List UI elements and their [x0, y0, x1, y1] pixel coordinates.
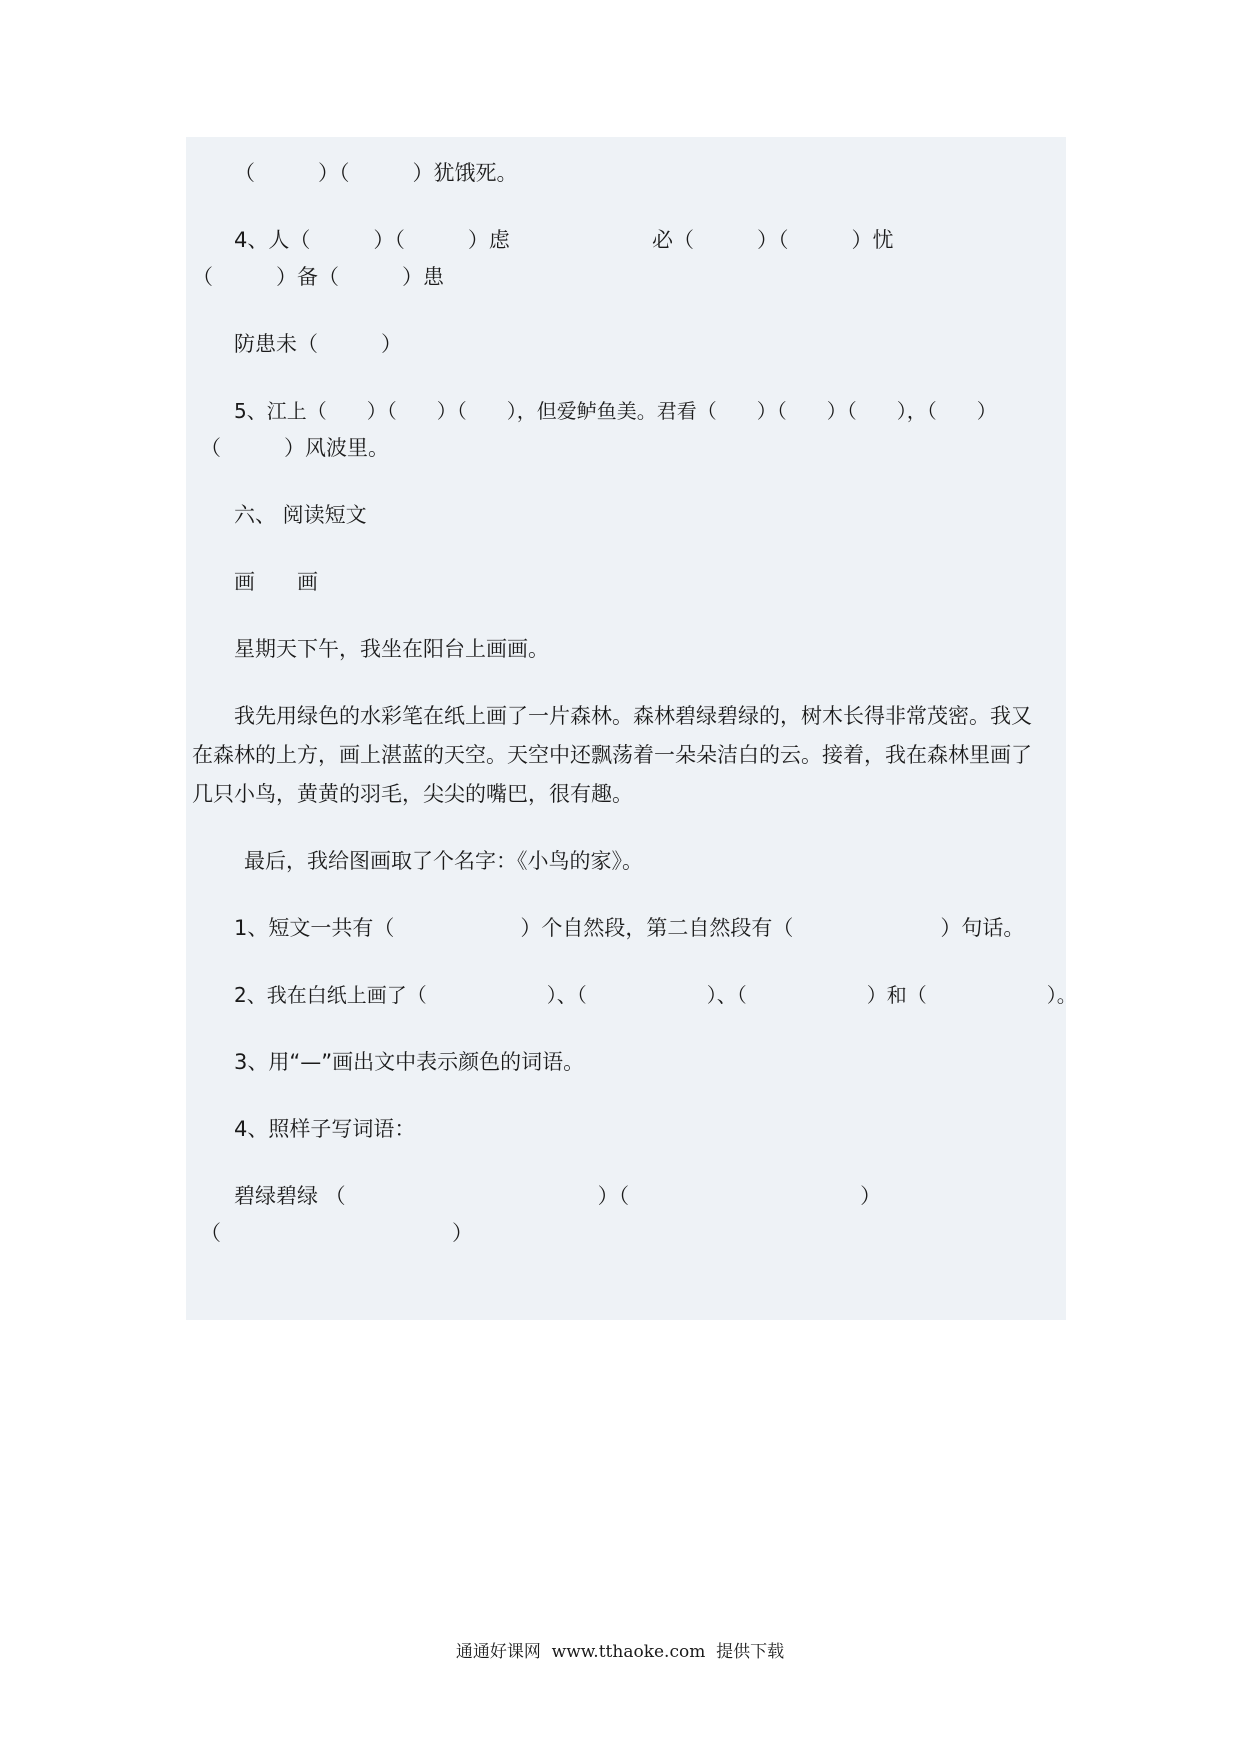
question-1: 1、短文一共有（ ）个自然段，第二自然段有（ ）句话。 [234, 916, 1025, 940]
passage-title: 画 画 [234, 570, 318, 594]
section6-heading: 六、 阅读短文 [234, 503, 367, 527]
item4-line3: 防患未（ ） [234, 332, 402, 356]
question-3: 3、用“—”画出文中表示颜色的词语。 [234, 1050, 585, 1074]
passage-para2-line2: 在森林的上方，画上湛蓝的天空。天空中还飘荡着一朵朵洁白的云。接着，我在森林里画了 [192, 743, 1032, 767]
page-footer: 通通好课网 www.tthaoke.com 提供下载 [455, 1642, 785, 1662]
item4-line1-left: 4、人（ ）（ ）虑 [234, 228, 510, 252]
question-4: 4、照样子写词语： [234, 1117, 416, 1141]
question-4-example-line2: （ ） [200, 1221, 473, 1245]
passage-para1: 星期天下午，我坐在阳台上画画。 [234, 637, 549, 661]
passage-para3: 最后，我给图画取了个名字：《小鸟的家》。 [244, 849, 643, 873]
item4-line1-right: 必（ ）（ ）忧 [652, 228, 894, 252]
question-4-example-line1: 碧绿碧绿 （ ）（ ） [234, 1184, 882, 1208]
item5-line2: （ ）风波里。 [200, 436, 389, 460]
item4-line2: （ ）备（ ）患 [192, 265, 444, 289]
question-2: 2、我在白纸上画了（ ）、（ ）、（ ）和（ ）。 [234, 983, 1077, 1007]
idiom-line-continued: （ ）（ ）犹饿死。 [234, 161, 518, 185]
passage-para2-line1: 我先用绿色的水彩笔在纸上画了一片森林。森林碧绿碧绿的，树木长得非常茂密。我又 [234, 704, 1032, 728]
passage-para2-line3: 几只小鸟，黄黄的羽毛，尖尖的嘴巴，很有趣。 [192, 782, 633, 806]
item5-line1: 5、江上（ ）（ ）（ ），但爱鲈鱼美。君看（ ）（ ）（ ），（ ） [234, 399, 997, 423]
